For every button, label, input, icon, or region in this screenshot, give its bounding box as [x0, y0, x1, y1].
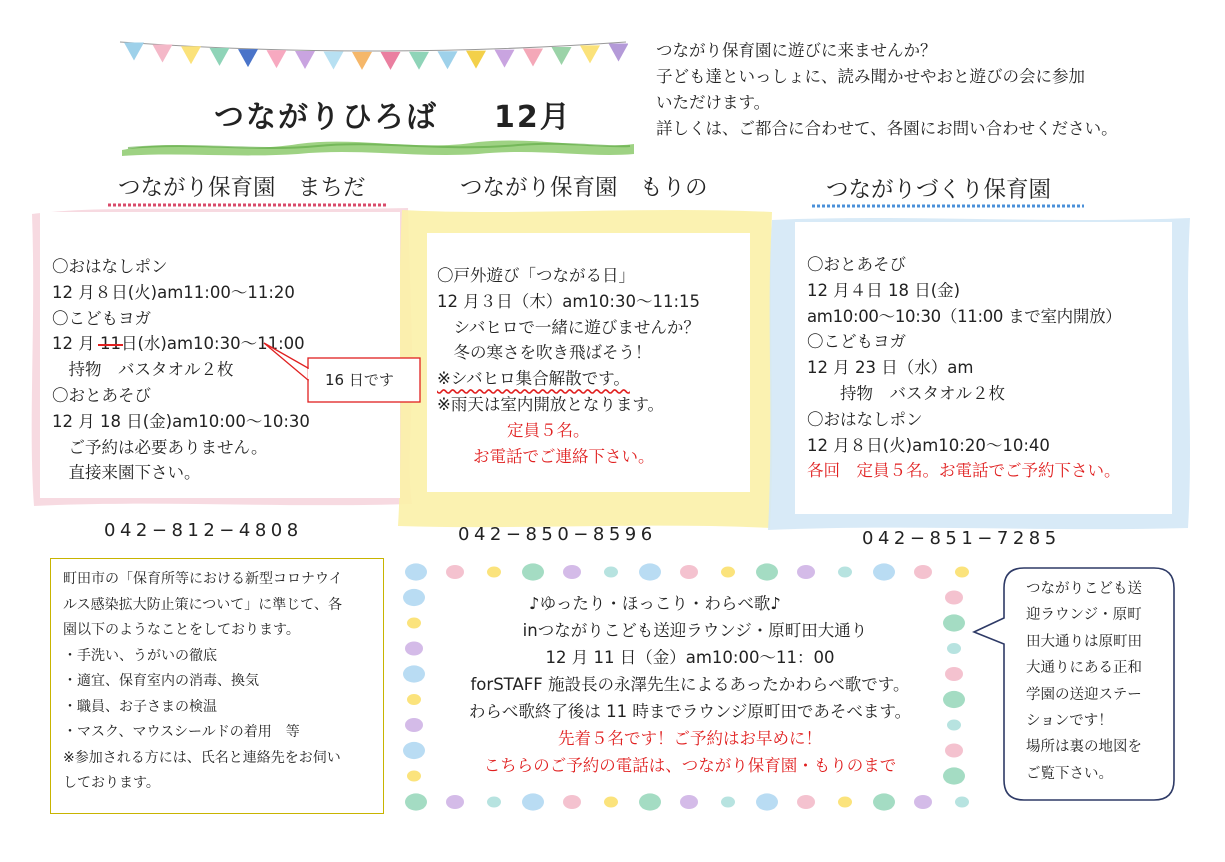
nursery-name-morino: つながり保育園 もりの [460, 175, 708, 201]
frame-dot [838, 797, 852, 808]
frame-dot [955, 797, 969, 808]
morino-schedule-card [427, 233, 750, 492]
bunting-flag [267, 50, 287, 68]
frame-dot [797, 795, 815, 809]
frame-dot [797, 565, 815, 579]
callout-text: 16 日です [325, 371, 394, 389]
lounge-line: つながりこども送 [1026, 581, 1142, 597]
frame-dot [721, 567, 735, 578]
capacity-note: 各回 定員５名。お電話でご予約下さい。 [807, 461, 1121, 481]
bunting-decoration [118, 38, 628, 74]
schedule-line: 〇こどもヨガ [807, 332, 906, 352]
title-month: 12月 [494, 100, 572, 135]
schedule-line: 12 月８日(火)am10:20～10:40 [807, 435, 1050, 455]
warabeuta-event [400, 590, 980, 779]
bunting-flag [181, 46, 201, 64]
frame-dot [955, 567, 969, 578]
schedule-line: 12 月３日（木）am10:30～11:15 [437, 291, 701, 311]
title-text: つながりひろば [214, 100, 438, 135]
lounge-line: ご覧下さい。 [1026, 765, 1113, 782]
note-line: 園以下のようなことをしております。 [63, 622, 300, 638]
bunting-flag [124, 42, 144, 60]
note-line: しております。 [63, 775, 160, 791]
schedule-line: 12 月８日(火)am11:00～11:20 [52, 282, 295, 302]
frame-dot [914, 795, 932, 809]
lounge-line: 田大通りは原町田 [1026, 633, 1142, 650]
frame-dot [522, 563, 544, 580]
schedule-line: 〇おとあそび [52, 385, 151, 405]
bunting-flag [409, 52, 429, 70]
phone-morino: 042−850−8596 [458, 524, 657, 545]
schedule-line: 12 月 23 日（水）am [807, 358, 974, 378]
bunting-flag [495, 50, 515, 68]
bunting-flag [295, 51, 315, 69]
lounge-line: ションです！ [1026, 713, 1113, 730]
covid-measures-note [50, 558, 384, 814]
event-description: わらべ歌終了後は 11 時までラウンジ原町田であそべます。 [468, 702, 912, 721]
intro-line: 詳しくは、ご都合に合わせて、各園にお問い合わせください。 [656, 119, 1118, 138]
frame-dot [639, 563, 661, 580]
lounge-line: 場所は裏の地図を [1026, 739, 1142, 756]
frame-dot [405, 563, 427, 580]
lounge-info [1026, 576, 1156, 787]
schedule-line: 12 月４日 18 日(金) [807, 280, 961, 300]
schedule-line: 12 月 18 日(金)am10:00～10:30 [52, 411, 310, 431]
grass-decoration [118, 134, 638, 160]
schedule-line: シバヒロで一緒に遊びませんか？ [437, 317, 700, 337]
lounge-line: 迎ラウンジ・原町 [1026, 607, 1142, 624]
frame-dot [838, 567, 852, 578]
frame-dot [563, 795, 581, 809]
meeting-note: ※シバヒロ集合解散です。 [437, 369, 630, 389]
note-line: ・職員、お子さまの検温 [63, 698, 217, 715]
schedule-line: am10:00～10:30（11:00 まで室内開放） [807, 306, 1122, 326]
bunting-flag [580, 45, 600, 63]
bunting-flag [523, 48, 543, 66]
intro-line: いただけます。 [656, 93, 771, 112]
zukuri-schedule-card [795, 222, 1172, 514]
event-title: ♪ゆったり・ほっこり・わらべ歌♪ [529, 594, 781, 613]
note-line: ・手洗い、うがいの徹底 [63, 647, 217, 664]
event-date: 12 月 11 日（金）am10:00～11：00 [545, 648, 835, 667]
blue-underline [812, 203, 1084, 209]
bunting-flag [381, 52, 401, 70]
event-reservation-phone: こちらのご予約の電話は、つながり保育園・もりのまで [483, 756, 897, 775]
frame-dot [522, 793, 544, 810]
note-line: ・適宜、保育室内の消毒、換気 [63, 673, 259, 689]
lounge-line: 大通りにある正和 [1026, 660, 1142, 677]
schedule-line [437, 366, 750, 392]
frame-dot [756, 563, 778, 580]
frame-dot [721, 797, 735, 808]
bunting-flag [153, 44, 173, 62]
bunting-flag [238, 49, 258, 67]
bunting-flag [466, 51, 486, 69]
frame-dot [680, 565, 698, 579]
note-line: ・マスク、マウスシールドの着用 等 [63, 724, 300, 740]
bunting-flag [352, 52, 372, 70]
frame-dot [446, 565, 464, 579]
frame-dot [914, 565, 932, 579]
bunting-flag [552, 47, 572, 65]
schedule-line: 〇おはなしポン [807, 409, 923, 429]
event-venue: inつながりこども送迎ラウンジ・原町田大通り [522, 621, 868, 640]
phone-machida: 042−812−4808 [104, 520, 303, 541]
struck-date: 11 [100, 334, 121, 354]
schedule-line: 〇こどもヨガ [52, 308, 151, 328]
contact-note: お電話でご連絡下さい。 [473, 446, 655, 466]
note-line: ※参加される方には、氏名と連絡先をお伺い [63, 749, 341, 766]
frame-dot [680, 795, 698, 809]
schedule-line: ※雨天は室内開放となります。 [437, 394, 665, 414]
page-title [214, 92, 572, 136]
frame-dot [487, 567, 501, 578]
schedule-line: 〇おはなしポン [52, 257, 168, 276]
intro-text [656, 38, 1156, 142]
event-reservation-note: 先着５名です！ご予約はお早めに！ [558, 729, 822, 748]
schedule-line: 持物 バスタオル２枚 [52, 360, 234, 380]
bunting-flag [438, 51, 458, 69]
frame-dot [604, 797, 618, 808]
frame-dot [604, 567, 618, 578]
note-line: ルス感染拡大防止策について」に準じて、各 [63, 596, 343, 613]
frame-dot [405, 793, 427, 810]
lounge-line: 学園の送迎ステー [1026, 686, 1142, 703]
nursery-name-zukuri: つながりづくり保育園 [826, 177, 1052, 203]
phone-zukuri: 042−851−7285 [862, 528, 1061, 549]
frame-dot [639, 793, 661, 810]
yoga-time: 日(水)am10:30～11:00 [121, 334, 305, 354]
intro-line: 子ども達といっしょに、読み聞かせやおと遊びの会に参加 [656, 67, 1085, 86]
intro-line: つながり保育園に遊びに来ませんか？ [656, 41, 937, 60]
schedule-line: ご予約は必要ありません。 [52, 437, 268, 457]
yoga-month: 12 月 [52, 334, 95, 354]
event-description: forSTAFF 施設長の永澤先生によるあったかわらべ歌です。 [470, 675, 910, 694]
frame-dot [487, 797, 501, 808]
capacity-note: 定員５名。 [507, 420, 590, 440]
frame-dot [873, 563, 895, 580]
frame-dot [756, 793, 778, 810]
note-line: 町田市の「保育所等における新型コロナウイ [63, 571, 343, 587]
bunting-flag [609, 43, 629, 61]
schedule-line: 冬の寒さを吹き飛ばそう！ [437, 343, 652, 363]
nursery-name-machida: つながり保育園 まちだ [118, 175, 366, 201]
frame-dot [563, 565, 581, 579]
bunting-flag [210, 48, 230, 66]
frame-dot [446, 795, 464, 809]
schedule-line: 直接来園下さい。 [52, 463, 201, 483]
schedule-line: 持物 バスタオル２枚 [807, 383, 1005, 403]
schedule-line: 〇戸外遊び「つながる日」 [437, 266, 635, 285]
bunting-flag [324, 52, 344, 70]
schedule-line: 〇おとあそび [807, 255, 906, 274]
frame-dot [873, 793, 895, 810]
